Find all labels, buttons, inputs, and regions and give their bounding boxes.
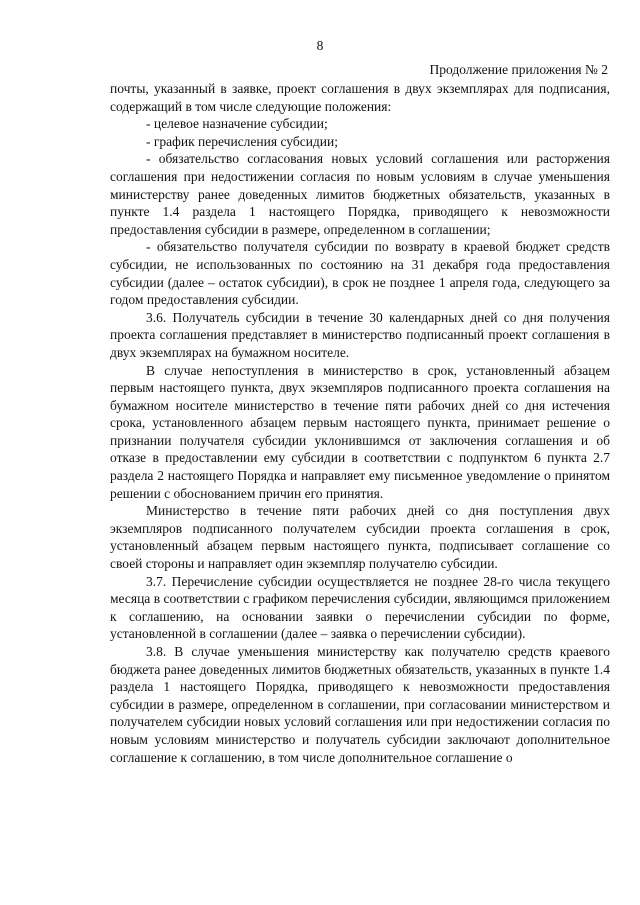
paragraph-3-8: 3.8. В случае уменьшения министерству как получателю средств краевого бюджета ранее доведенных лимитов бюджетных обязательств, указанных в пункте 1.4 раздела 1 настоящего Порядка, приводящего к невозможности предоставления субсидии в размере, определенном в соглашении, при согласовании министерством и получателем субсидии новых условий соглашения или при недостижении согласия по новым условиям министерство и получатель субсидии заключают дополнительное соглашение к соглашению, в том числе дополнительное соглашение о [110,644,610,765]
paragraph: почты, указанный в заявке, проект соглашения в двух экземплярах для подписания, содержащий в том числе следующие положения: [110,81,610,114]
bullet-item: - обязательство согласования новых условий соглашения или расторжения соглашения при недостижении согласия по новым условиям в случае уменьшения министерству ранее доведенных лимитов бюджетных обязательств, указанных в пункте 1.4 раздела 1 настоящего Порядка, приводящего к невозможности предоставления субсидии в размере, определенном в соглашении; [110,151,610,237]
paragraph-3-7: 3.7. Перечисление субсидии осуществляется не позднее 28-го числа текущего месяца в соответствии с графиком перечисления субсидии, являющимся приложением к соглашению, на основании заявки о перечислении субсидии по форме, установленной в соглашении (далее – заявка о перечислении субсидии). [110,573,610,642]
bullet-item: - обязательство получателя субсидии по возврату в краевой бюджет средств субсидии, не использованных по состоянию на 31 декабря года предоставления субсидии (далее – остаток субсидии), в срок не позднее 1 апреля года, следующего за годом предоставления субсидии. [110,239,610,308]
paragraph: Министерство в течение пяти рабочих дней со дня поступления двух экземпляров подписанного получателем субсидии проекта соглашения в срок, установленный абзацем первым настоящего пункта, подписывает соглашение со своей стороны и направляет один экземпляр получателю субсидии. [110,503,610,572]
page-number: 8 [316,38,324,53]
appendix-continuation-label: Продолжение приложения № 2 [429,62,608,77]
paragraph-3-6: 3.6. Получатель субсидии в течение 30 календарных дней со дня получения проекта соглашения представляет в министерство подписанный проект соглашения в двух экземплярах на бумажном носителе. [110,309,610,360]
bullet-item: - график перечисления субсидии; [146,133,338,149]
document-body [110,80,610,766]
paragraph: В случае непоступления в министерство в срок, установленный абзацем первым настоящего пункта, двух экземпляров подписанного проекта соглашения на бумажном носителе министерство в течение пяти рабочих дней со дня истечения срока, установленного абзацем первым настоящего пункта, принимает решение о признании получателя субсидии уклонившимся от заключения соглашения и об отказе в предоставлении ему субсидии в соответствии с подпунктом 6 пункта 2.7 раздела 2 настоящего Порядка и направляет ему письменное уведомление о принятом решении с обоснованием причин его принятия. [110,362,610,501]
bullet-item: - целевое назначение субсидии; [146,116,328,132]
